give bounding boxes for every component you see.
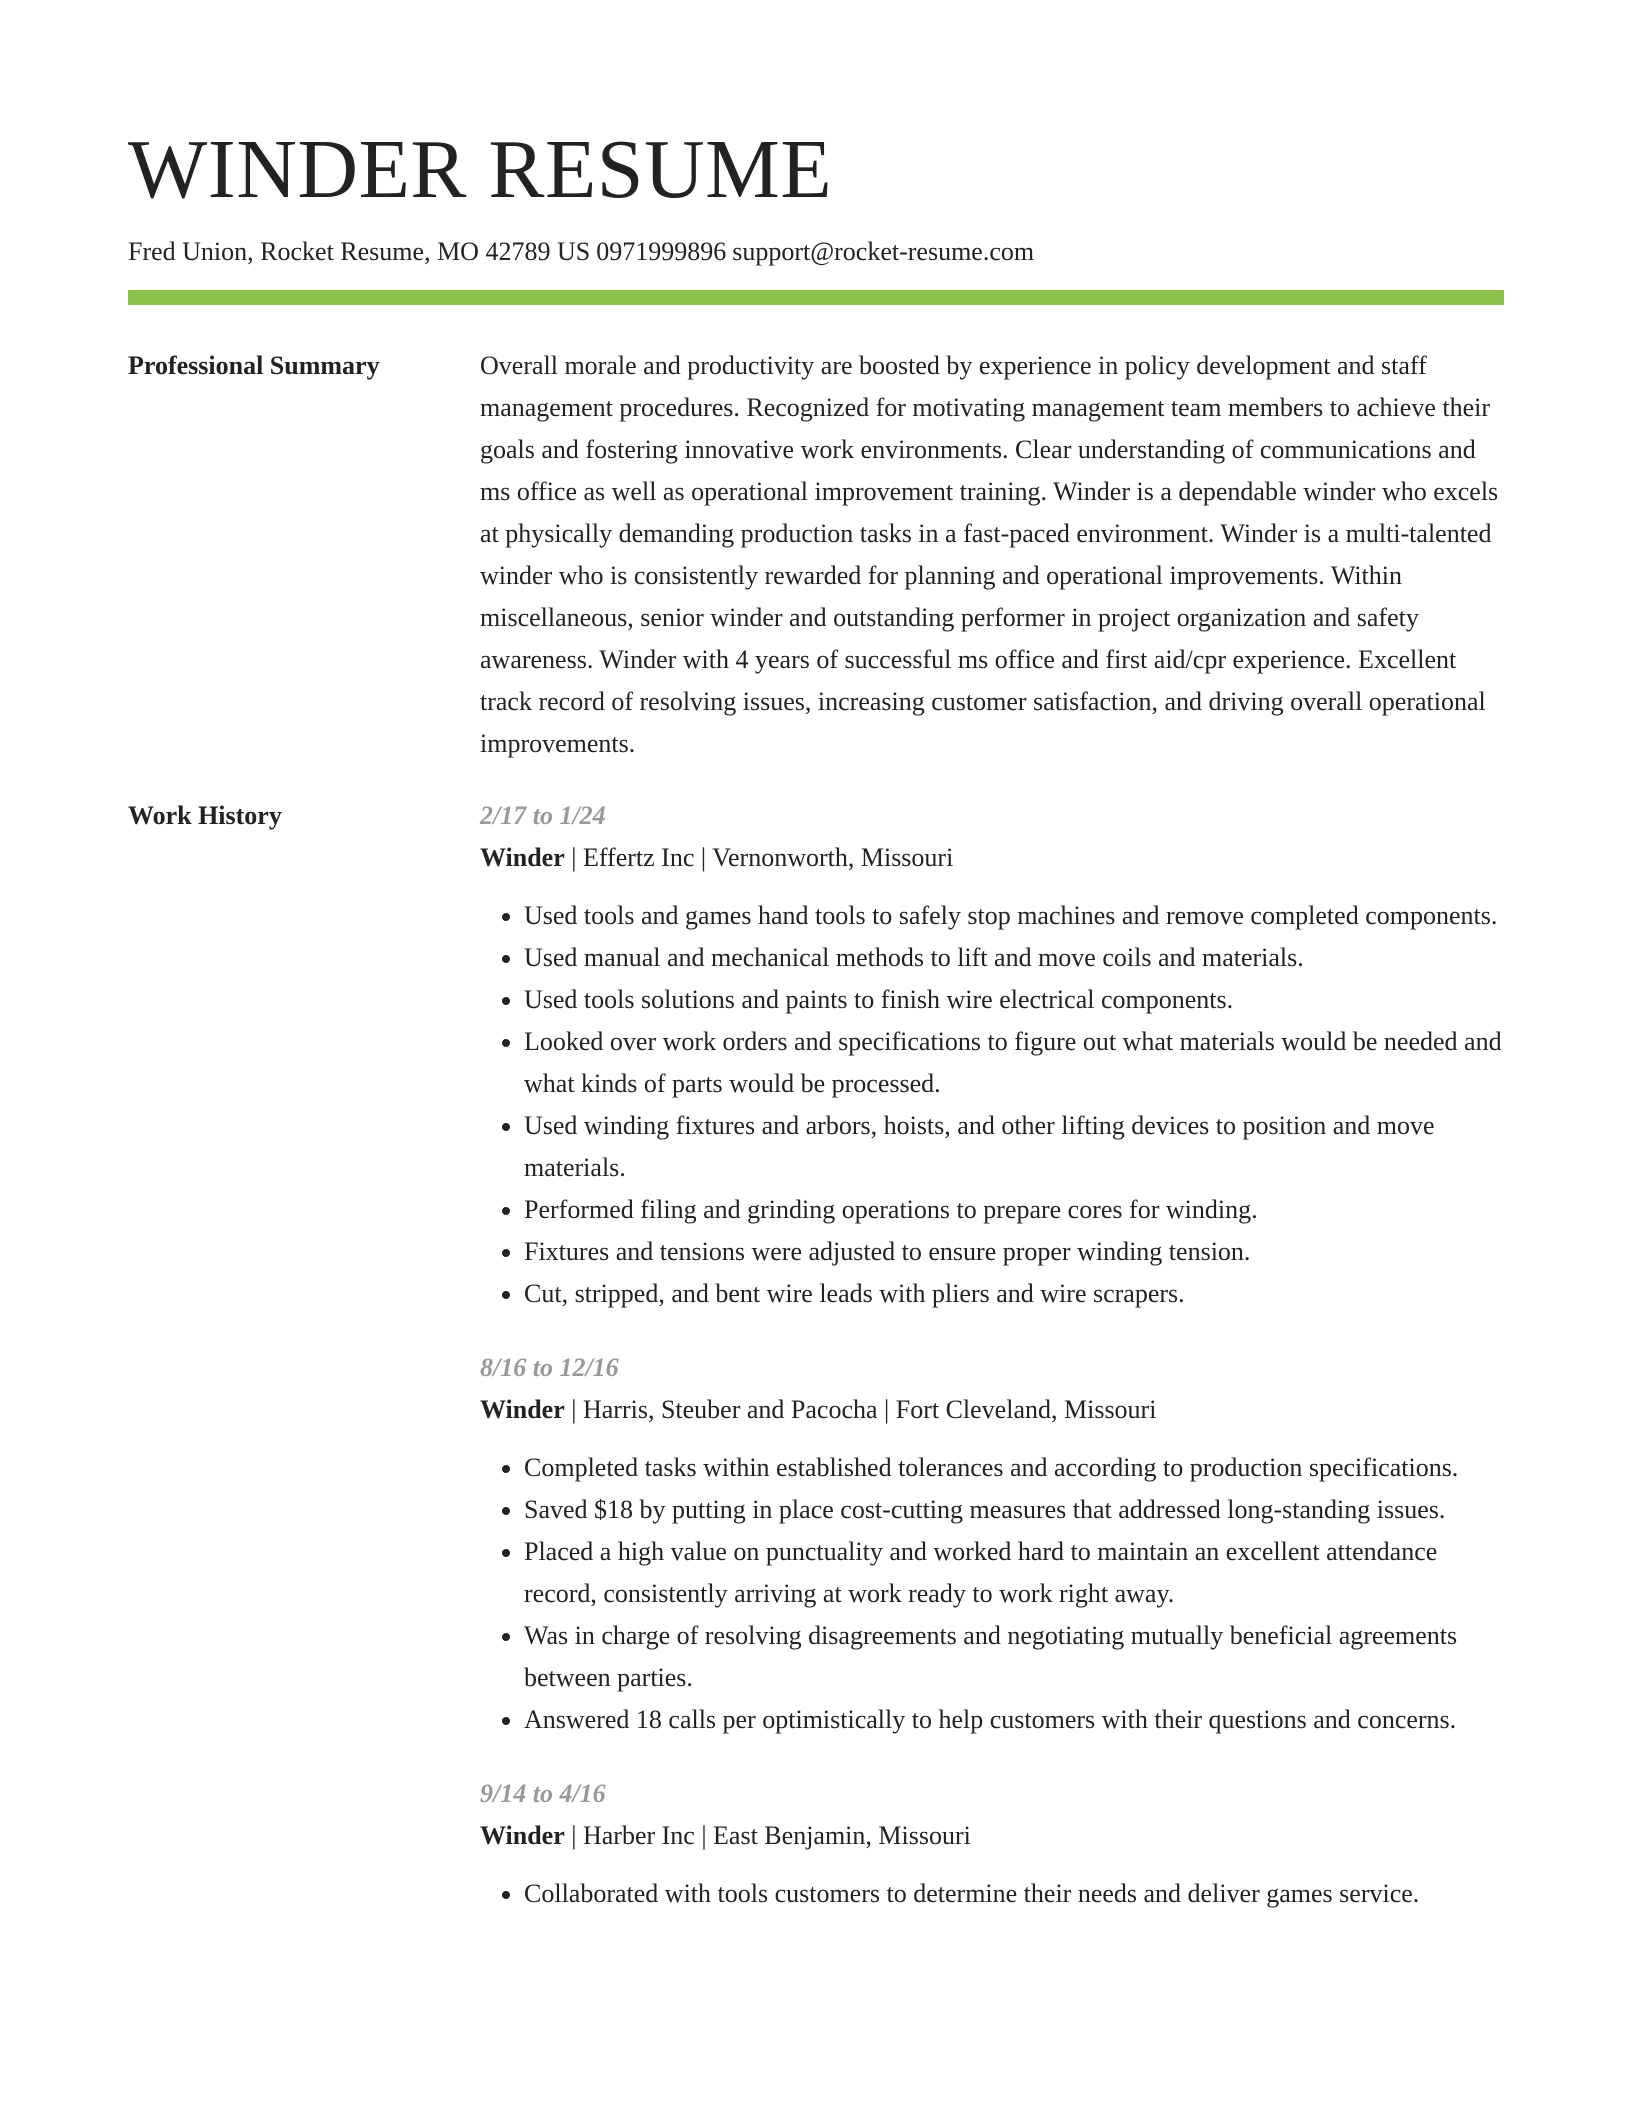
job-title-line: [480, 1389, 1504, 1431]
job-bullet-list: [480, 1447, 1504, 1741]
job-bullet: • Used tools solutions and paints to finish wire electrical components.: [524, 979, 1504, 1021]
summary-text: Overall morale and productivity are boosted by experience in policy development and staff management procedures. Recognized for motivating management team members to achieve their goals and fostering innovative work environments. Clear understanding of communications and ms office as well as operational improvement training. Winder is a dependable winder who excels at physically demanding production tasks in a fast-paced environment. Winder is a multi-talented winder who is consistently rewarded for planning and operational improvements. Within miscellaneous, senior winder and outstanding performer in project organization and safety awareness. Winder with 4 years of successful ms office and first aid/cpr experience. Excellent track record of resolving issues, increasing customer satisfaction, and driving overall operational improvements.: [480, 351, 1499, 758]
job-bullet: • Placed a high value on punctuality and worked hard to maintain an excellent attendance record, consistently arriving at work ready to work right away.: [524, 1531, 1504, 1615]
work-history-body: [480, 795, 1504, 1915]
job-entry: [480, 1347, 1504, 1741]
section-label-summary: Professional Summary: [128, 351, 380, 380]
contact-line: [128, 234, 1504, 270]
section-label-work-history: Work History: [128, 801, 282, 830]
job-title: Winder: [480, 843, 565, 872]
job-employer-location: | Harber Inc | East Benjamin, Missouri: [571, 1821, 971, 1850]
job-title: Winder: [480, 1395, 565, 1424]
job-bullet: • Used manual and mechanical methods to lift and move coils and materials.: [524, 937, 1504, 979]
job-employer-location: | Effertz Inc | Vernonworth, Missouri: [571, 843, 954, 872]
job-bullet: • Fixtures and tensions were adjusted to ensure proper winding tension.: [524, 1231, 1504, 1273]
job-bullet: • Cut, stripped, and bent wire leads with pliers and wire scrapers.: [524, 1273, 1504, 1315]
work-history-section: [128, 795, 1504, 1915]
job-bullet: • Used winding fixtures and arbors, hoists, and other lifting devices to position and move materials.: [524, 1105, 1504, 1189]
job-bullet: • Answered 18 calls per optimistically to help customers with their questions and concerns.: [524, 1699, 1504, 1741]
job-bullet: • Performed filing and grinding operations to prepare cores for winding.: [524, 1189, 1504, 1231]
job-title-line: [480, 1815, 1504, 1857]
job-entry: [480, 1773, 1504, 1915]
contact-phone: 0971999896: [596, 237, 727, 266]
resume-header: [128, 120, 1504, 305]
summary-body: [480, 345, 1504, 765]
professional-summary-section: [128, 345, 1504, 765]
job-bullet: • Saved $18 by putting in place cost-cutting measures that addressed long-standing issues.: [524, 1489, 1504, 1531]
job-bullet: • Collaborated with tools customers to determine their needs and deliver games service.: [524, 1873, 1504, 1915]
job-bullet-list: [480, 1873, 1504, 1915]
job-title-line: [480, 837, 1504, 879]
job-bullet: • Completed tasks within established tolerances and according to production specifications.: [524, 1447, 1504, 1489]
job-bullet: • Used tools and games hand tools to safely stop machines and remove completed components.: [524, 895, 1504, 937]
job-bullet: • Looked over work orders and specifications to figure out what materials would be needed and what kinds of parts would be processed.: [524, 1021, 1504, 1105]
job-employer-location: | Harris, Steuber and Pacocha | Fort Cleveland, Missouri: [571, 1395, 1157, 1424]
contact-email: support@rocket-resume.com: [732, 237, 1035, 266]
job-dates: 8/16 to 12/16: [480, 1353, 619, 1382]
job-entry: [480, 795, 1504, 1315]
job-bullet: • Was in charge of resolving disagreements and negotiating mutually beneficial agreements between parties.: [524, 1615, 1504, 1699]
job-bullet-list: [480, 895, 1504, 1315]
contact-address: Fred Union, Rocket Resume, MO 42789 US: [128, 237, 591, 266]
job-title: Winder: [480, 1821, 565, 1850]
header-divider: [128, 290, 1504, 305]
job-dates: 2/17 to 1/24: [480, 801, 606, 830]
job-dates: 9/14 to 4/16: [480, 1779, 606, 1808]
resume-title: WINDER RESUME: [128, 123, 833, 216]
